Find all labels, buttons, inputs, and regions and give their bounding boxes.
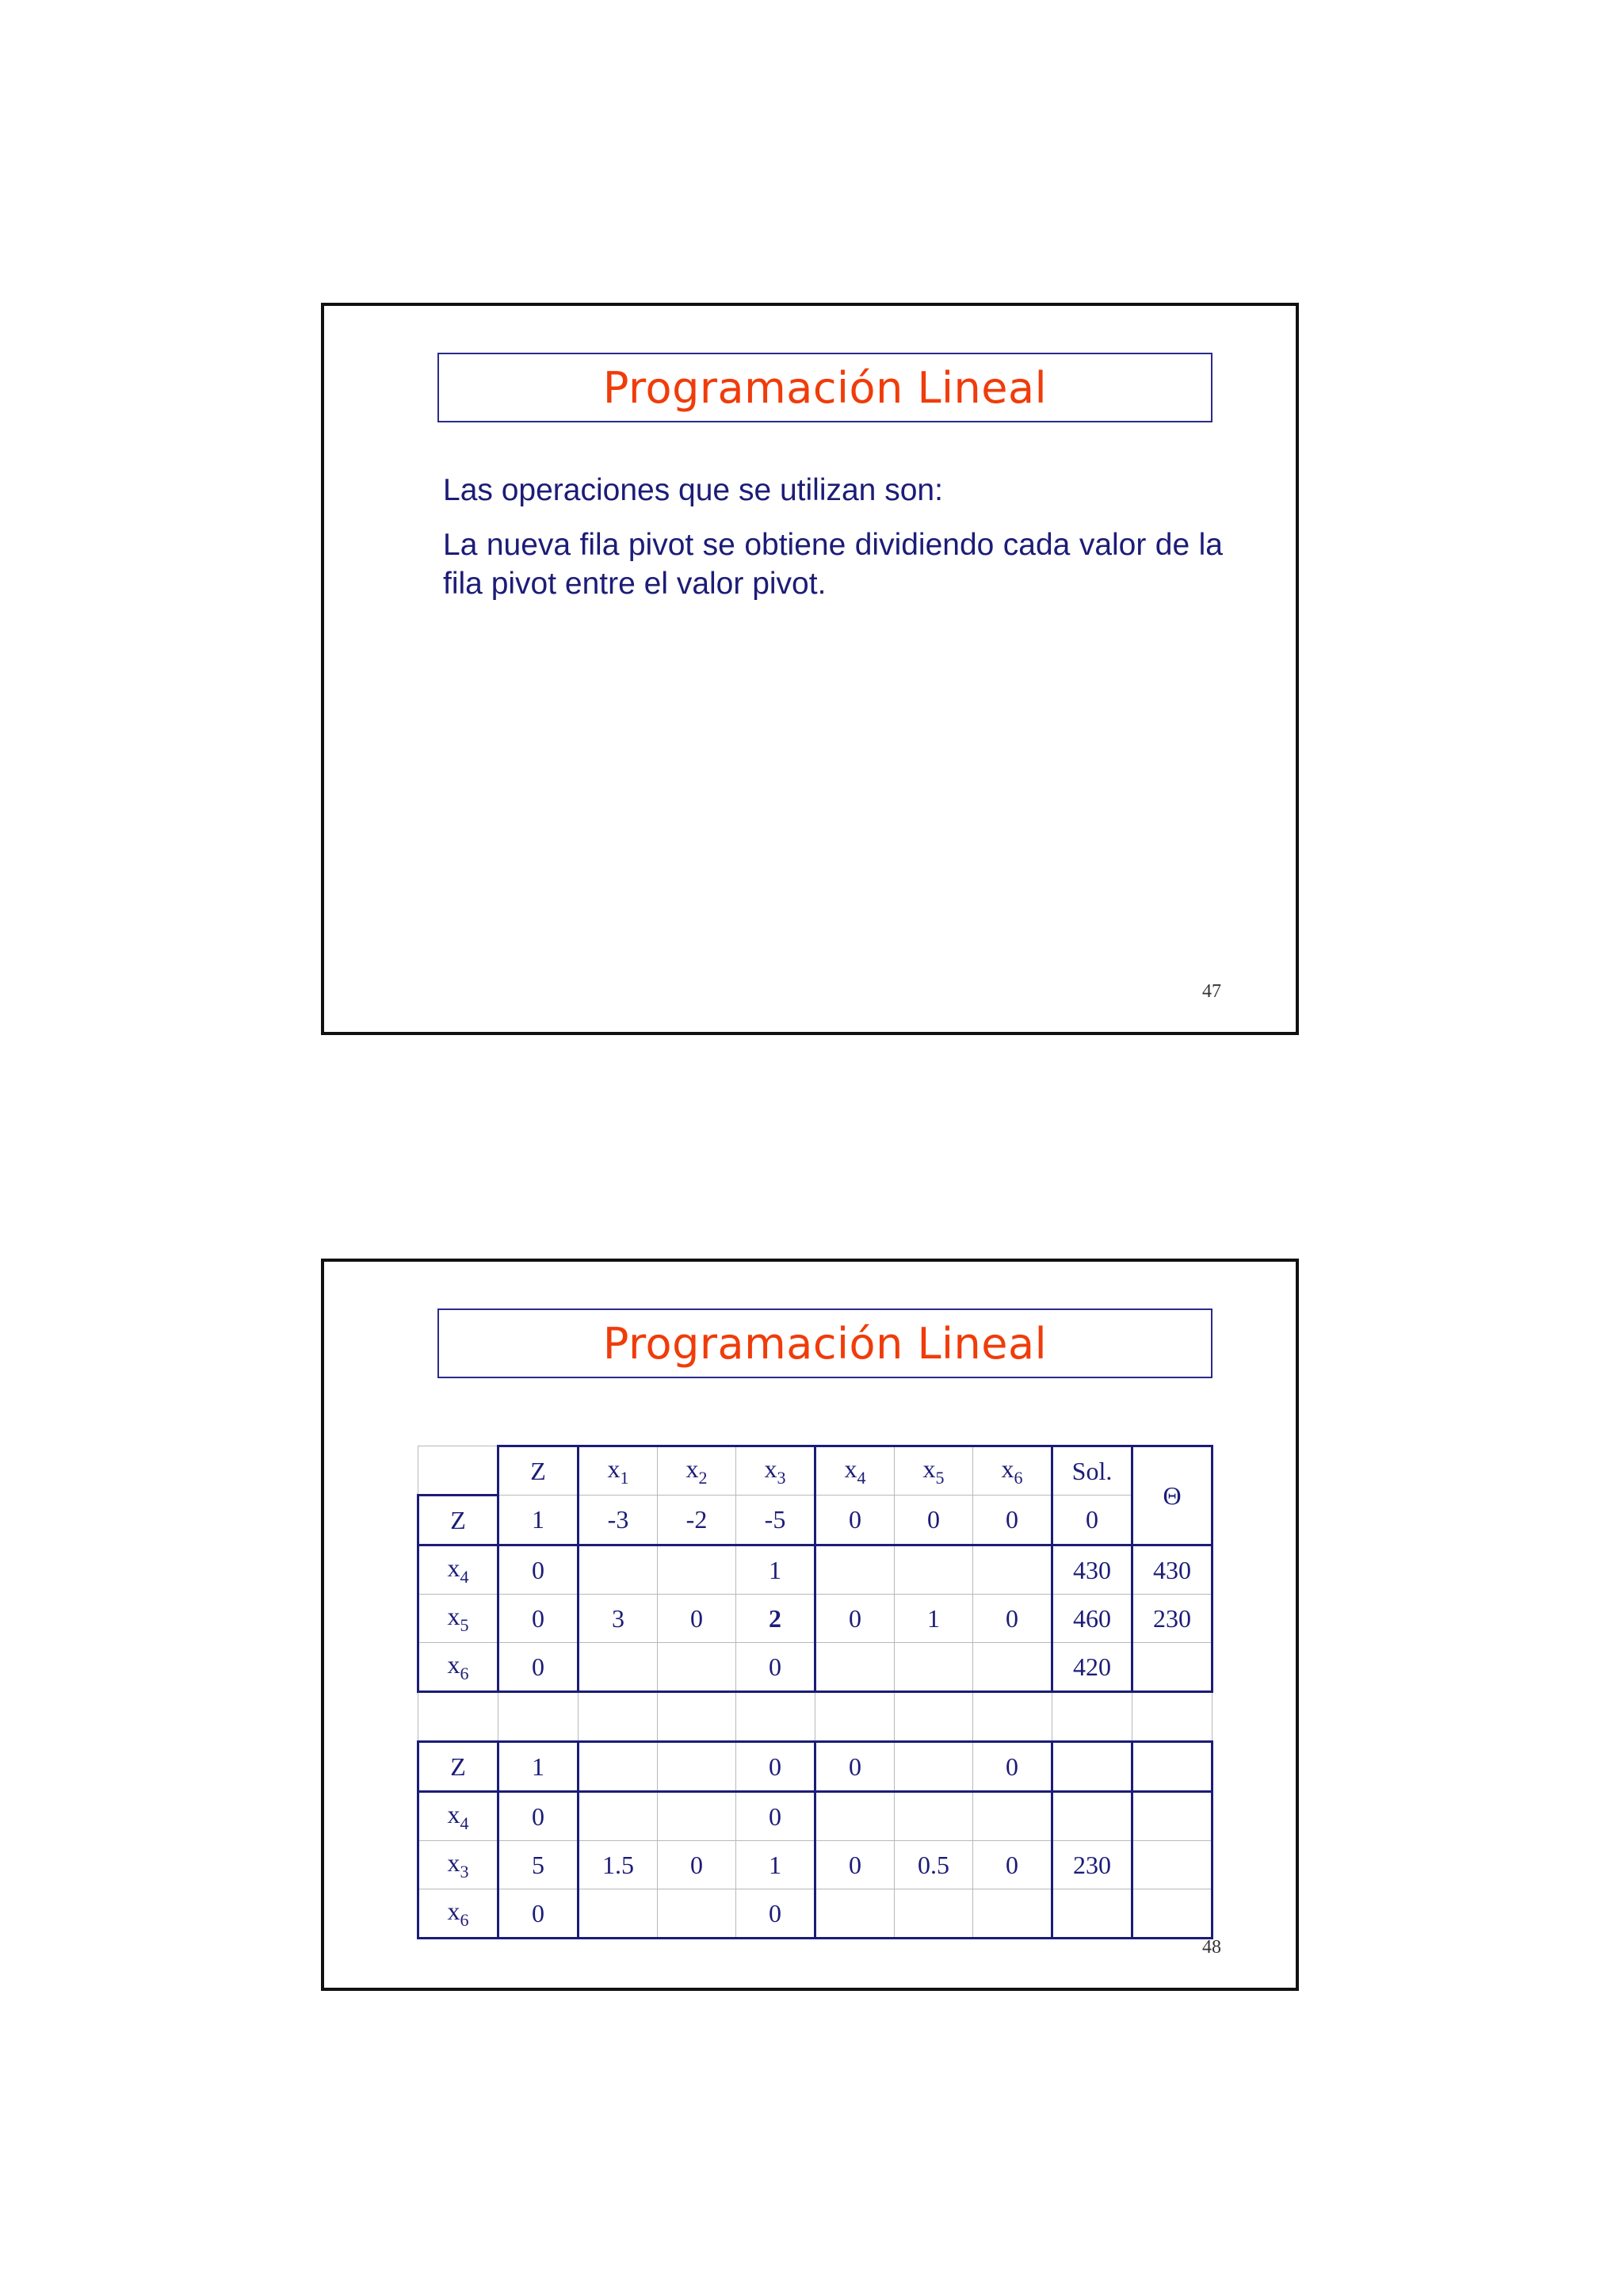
table-cell: 0: [973, 1742, 1052, 1792]
header-cell-x2: $x_2$: [658, 1446, 736, 1496]
simplex-table: [417, 1445, 1213, 1939]
table-cell: [895, 1643, 973, 1692]
table-cell: 3: [579, 1595, 658, 1643]
table-cell: 0: [658, 1595, 736, 1643]
row-label: $x_5$: [418, 1595, 498, 1643]
row-label: $x_6$: [418, 1889, 498, 1939]
table-cell: 0: [736, 1742, 815, 1792]
table-cell: 1: [498, 1742, 579, 1792]
table-cell: [658, 1742, 736, 1792]
row-label: Z: [418, 1496, 498, 1545]
table-cell: 0: [736, 1889, 815, 1939]
table-cell: [658, 1643, 736, 1692]
slide-title-box: [437, 1308, 1212, 1378]
table-cell: [1132, 1792, 1212, 1841]
table-cell: 0: [815, 1841, 895, 1889]
table-cell: 0: [658, 1841, 736, 1889]
body-paragraph-1: Las operaciones que se utilizan son:: [443, 473, 943, 507]
header-cell-z: Z: [498, 1446, 579, 1496]
pivot-cell: 2: [736, 1595, 815, 1643]
header-cell-theta: Θ: [1132, 1446, 1212, 1545]
table-cell: 0: [973, 1496, 1052, 1545]
table-cell: [658, 1889, 736, 1939]
table-cell: [815, 1545, 895, 1595]
table-row: [418, 1545, 1212, 1595]
table-cell: [418, 1692, 498, 1742]
table-row: [418, 1889, 1212, 1939]
table-cell: [1052, 1792, 1132, 1841]
table-cell: 0: [1052, 1496, 1132, 1545]
table-cell: [1132, 1889, 1212, 1939]
table-cell: [895, 1692, 973, 1742]
table-row: [418, 1595, 1212, 1643]
table-cell: 0.5: [895, 1841, 973, 1889]
table-cell: 1.5: [579, 1841, 658, 1889]
table-cell: 430: [1132, 1545, 1212, 1595]
slide-title: Programación Lineal: [602, 362, 1048, 413]
table-cell: [579, 1889, 658, 1939]
table-cell: [1132, 1742, 1212, 1792]
table-cell: [973, 1889, 1052, 1939]
header-cell-x6: $x_6$: [973, 1446, 1052, 1496]
table-cell: 230: [1132, 1595, 1212, 1643]
table-cell: -3: [579, 1496, 658, 1545]
table-cell: [498, 1692, 579, 1742]
table-row: [418, 1841, 1212, 1889]
table-cell: 0: [498, 1595, 579, 1643]
table-cell: 1: [498, 1496, 579, 1545]
table-cell: [579, 1692, 658, 1742]
table-cell: 1: [736, 1841, 815, 1889]
table-header-row: [418, 1446, 1212, 1496]
table-cell: 1: [895, 1595, 973, 1643]
table-cell: [579, 1742, 658, 1792]
table-cell: [973, 1792, 1052, 1841]
table-cell: [1132, 1643, 1212, 1692]
table-cell: 230: [1052, 1841, 1132, 1889]
table-cell: 0: [815, 1742, 895, 1792]
row-label: $x_3$: [418, 1841, 498, 1889]
table-cell: [815, 1692, 895, 1742]
table-cell: 1: [736, 1545, 815, 1595]
table-cell: 420: [1052, 1643, 1132, 1692]
table-row: [418, 1643, 1212, 1692]
table-cell: [579, 1792, 658, 1841]
table-cell: [1052, 1692, 1132, 1742]
slide-48: [321, 1259, 1299, 1991]
slide-47: [321, 303, 1299, 1035]
table-cell: -2: [658, 1496, 736, 1545]
table-cell: [895, 1545, 973, 1595]
table-cell: [1132, 1692, 1212, 1742]
row-label: $x_6$: [418, 1643, 498, 1692]
table-cell: [895, 1889, 973, 1939]
row-label: $x_4$: [418, 1545, 498, 1595]
table-cell: 0: [736, 1643, 815, 1692]
row-label: $x_4$: [418, 1792, 498, 1841]
table-cell: [658, 1792, 736, 1841]
table-cell: [736, 1692, 815, 1742]
table-cell: 0: [498, 1545, 579, 1595]
table-cell: 0: [498, 1792, 579, 1841]
header-cell-x5: $x_5$: [895, 1446, 973, 1496]
header-cell-sol: Sol.: [1052, 1446, 1132, 1496]
table-cell: 0: [815, 1496, 895, 1545]
table-cell: [1052, 1889, 1132, 1939]
header-cell-x4: $x_4$: [815, 1446, 895, 1496]
table-cell: [658, 1545, 736, 1595]
table-cell: [1132, 1841, 1212, 1889]
table-row: [418, 1792, 1212, 1841]
table-cell: [815, 1643, 895, 1692]
table-cell: 460: [1052, 1595, 1132, 1643]
table-cell: [973, 1692, 1052, 1742]
table-cell: 430: [1052, 1545, 1132, 1595]
table-cell: [815, 1889, 895, 1939]
body-paragraph-2: La nueva fila pivot se obtiene dividiendo cada valor de la fila pivot entre el valor pivot.: [443, 528, 1223, 601]
table-cell: [579, 1643, 658, 1692]
header-cell-empty: [418, 1446, 498, 1496]
row-label: Z: [418, 1742, 498, 1792]
table-cell: [579, 1545, 658, 1595]
table-cell: [895, 1792, 973, 1841]
table-cell: [658, 1692, 736, 1742]
table-cell: 0: [736, 1792, 815, 1841]
slide-title: Programación Lineal: [602, 1318, 1048, 1369]
table-cell: 5: [498, 1841, 579, 1889]
table-spacer-row: [418, 1692, 1212, 1742]
table-cell: [895, 1742, 973, 1792]
header-cell-x3: $x_3$: [736, 1446, 815, 1496]
table-cell: -5: [736, 1496, 815, 1545]
table-cell: 0: [895, 1496, 973, 1545]
slide-title-box: [437, 353, 1212, 422]
table-cell: 0: [498, 1643, 579, 1692]
table-row: [418, 1496, 1212, 1545]
table-cell: [1052, 1742, 1132, 1792]
table-cell: 0: [973, 1841, 1052, 1889]
table-cell: [973, 1643, 1052, 1692]
page-number: 47: [1202, 981, 1221, 1002]
table-row: [418, 1742, 1212, 1792]
table-cell: 0: [815, 1595, 895, 1643]
table-cell: [815, 1792, 895, 1841]
page-number: 48: [1202, 1937, 1221, 1958]
table-cell: [973, 1545, 1052, 1595]
header-cell-x1: $x_1$: [579, 1446, 658, 1496]
table-cell: 0: [973, 1595, 1052, 1643]
table-cell: 0: [498, 1889, 579, 1939]
